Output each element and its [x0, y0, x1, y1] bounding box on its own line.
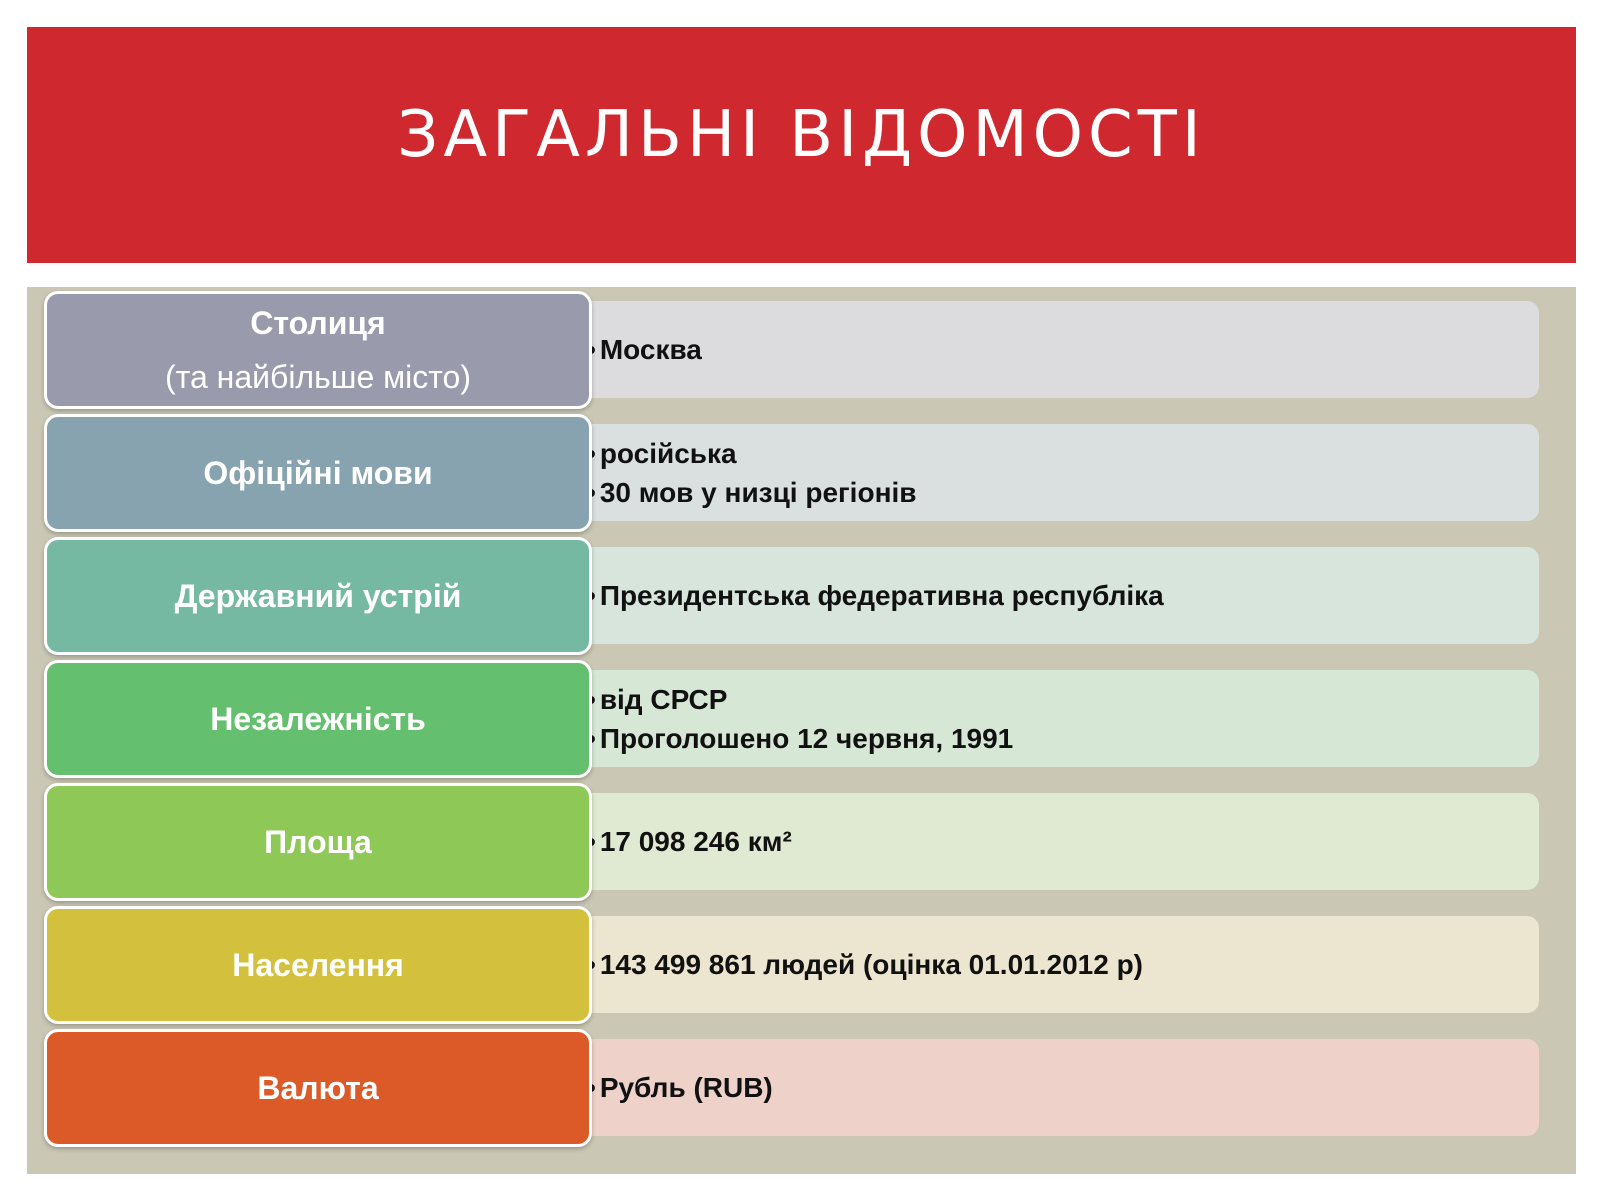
table-row [44, 537, 1559, 655]
row-label-box [44, 291, 592, 409]
row-label: Незалежність [210, 701, 426, 737]
table-row [44, 414, 1559, 532]
value-bullet: • Президентська федеративна республіка [586, 576, 1539, 615]
title-bar [27, 27, 1576, 263]
row-label: Валюта [257, 1070, 379, 1106]
table-row [44, 1029, 1559, 1147]
row-label-box [44, 783, 592, 901]
row-label: Офіційні мови [203, 455, 433, 491]
row-label: Населення [232, 947, 404, 983]
row-label-subtitle: (та найбільше місто) [165, 359, 471, 395]
value-bullet: • 30 мов у низці регіонів [586, 473, 1539, 512]
row-value-box [564, 670, 1539, 767]
row-value-box [564, 1039, 1539, 1136]
row-value-box [564, 547, 1539, 644]
info-table [27, 287, 1576, 1174]
row-label-box [44, 414, 592, 532]
value-bullet: • Проголошено 12 червня, 1991 [586, 719, 1539, 758]
value-bullet: • російська [586, 434, 1539, 473]
table-row [44, 660, 1559, 778]
slide-title: ЗАГАЛЬНІ ВІДОМОСТІ [397, 98, 1206, 172]
value-bullet: • від СРСР [586, 680, 1539, 719]
row-value-box [564, 793, 1539, 890]
row-label: Державний устрій [174, 578, 462, 614]
table-row [44, 783, 1559, 901]
value-bullet: • Рубль (RUB) [586, 1068, 1539, 1107]
row-label-box [44, 906, 592, 1024]
row-label: Площа [264, 824, 372, 860]
row-label: Столиця [250, 305, 386, 341]
row-value-box [564, 301, 1539, 398]
value-bullet: • 143 499 861 людей (оцінка 01.01.2012 р) [586, 945, 1539, 984]
row-value-box [564, 916, 1539, 1013]
row-label-box [44, 1029, 592, 1147]
row-label-box [44, 537, 592, 655]
value-bullet: • 17 098 246 км² [586, 822, 1539, 861]
value-bullet: • Москва [586, 330, 1539, 369]
row-value-box [564, 424, 1539, 521]
row-label-box [44, 660, 592, 778]
table-row [44, 291, 1559, 409]
table-row [44, 906, 1559, 1024]
